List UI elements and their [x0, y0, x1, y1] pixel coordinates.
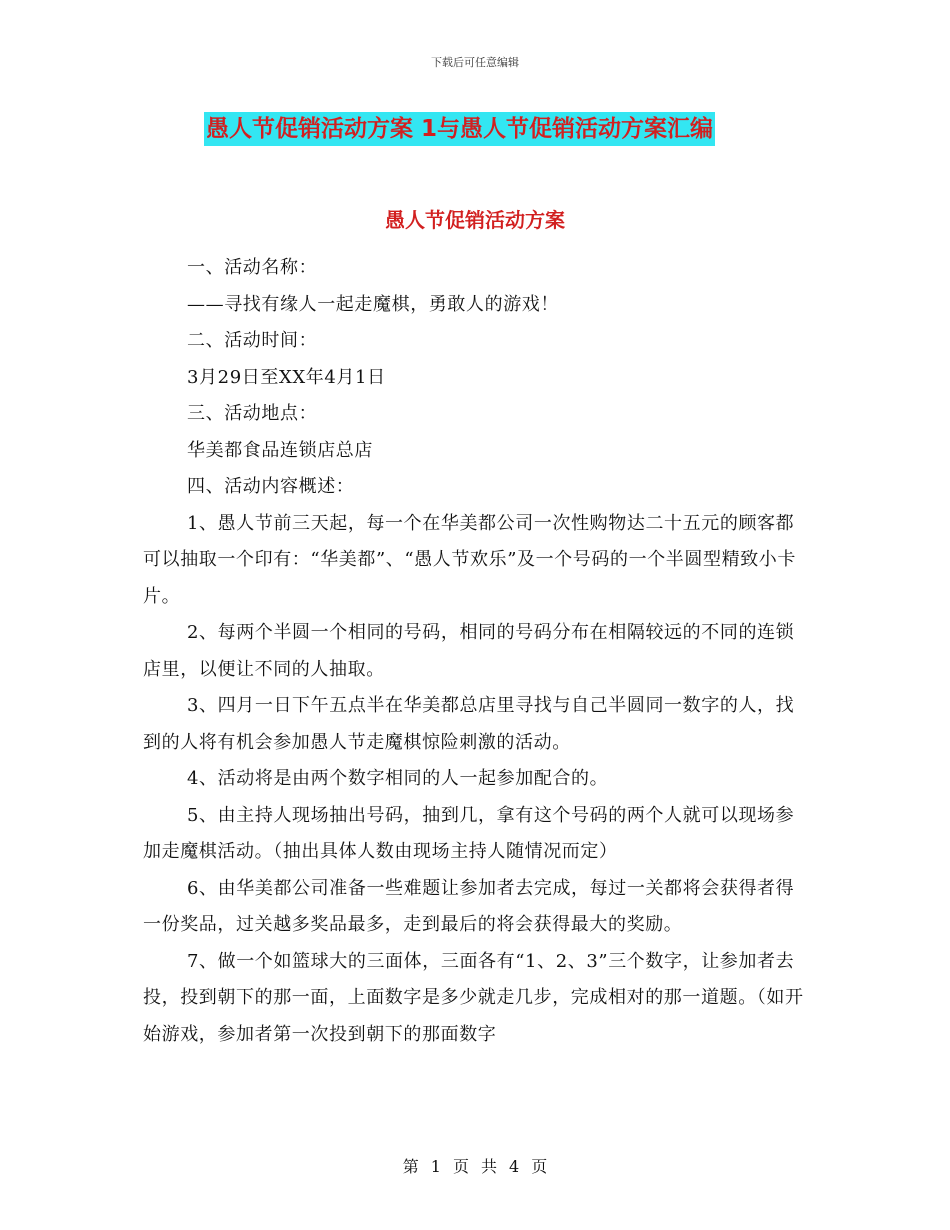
paragraph-5: 5、由主持人现场抽出号码，抽到几，拿有这个号码的两个人就可以现场参加走魔棋活动。（抽出具体人数由现场主持人随情况而定）: [143, 804, 795, 862]
paragraph-3: 3、四月一日下午五点半在华美都总店里寻找与自己半圆同一数字的人，找到的人将有机会参加愚人节走魔棋惊险刺激的活动。: [143, 695, 795, 753]
paragraph-7: 7、做一个如篮球大的三面体，三面各有“1、2、3”三个数字，让参加者去投，投到朝下的那一面，上面数字是多少就走几步，完成相对的那一道题。（如开始游戏，参加者第一次投到朝下的那面数字: [143, 950, 804, 1045]
paragraph-1: 1、愚人节前三天起，每一个在华美都公司一次性购物达二十五元的顾客都可以抽取一个印有：“华美都”、“愚人节欢乐”及一个号码的一个半圆型精致小卡片。: [143, 512, 797, 607]
total-pages: 4: [509, 1157, 520, 1176]
activity-time-value: 3月29日至XX年4月1日: [187, 366, 386, 388]
document-body: [143, 250, 808, 1053]
header-note: 下载后可任意编辑: [431, 56, 519, 69]
heading-activity-overview: 四、活动内容概述：: [187, 476, 355, 497]
page-label-suffix: 页: [531, 1157, 548, 1176]
paragraph-2: 2、每两个半圆一个相同的号码，相同的号码分布在相隔较远的不同的连锁店里，以便让不同的人抽取。: [143, 622, 795, 680]
page-footer: [0, 1154, 950, 1177]
activity-name-value: ——寻找有缘人一起走魔棋，勇敢人的游戏！: [187, 293, 559, 315]
page-label-mid: 页: [452, 1157, 469, 1176]
page-label-prefix: 第: [402, 1157, 419, 1176]
activity-location-value: 华美都食品连锁店总店: [187, 439, 373, 461]
heading-activity-location: 三、活动地点：: [187, 403, 318, 424]
paragraph-4: 4、活动将是由两个数字相同的人一起参加配合的。: [187, 768, 609, 789]
section-title: 愚人节促销活动方案: [385, 208, 565, 232]
paragraph-6: 6、由华美都公司准备一些难题让参加者去完成，每过一关都将会获得者得一份奖品，过关越多奖品最多，走到最后的将会获得最大的奖励。: [143, 877, 795, 935]
page-number: 1: [430, 1157, 441, 1176]
heading-activity-time: 二、活动时间：: [187, 330, 318, 351]
total-label: 共: [481, 1157, 498, 1176]
heading-activity-name: 一、活动名称：: [187, 257, 318, 278]
document-title: 愚人节促销活动方案 1与愚人节促销活动方案汇编: [204, 112, 715, 146]
